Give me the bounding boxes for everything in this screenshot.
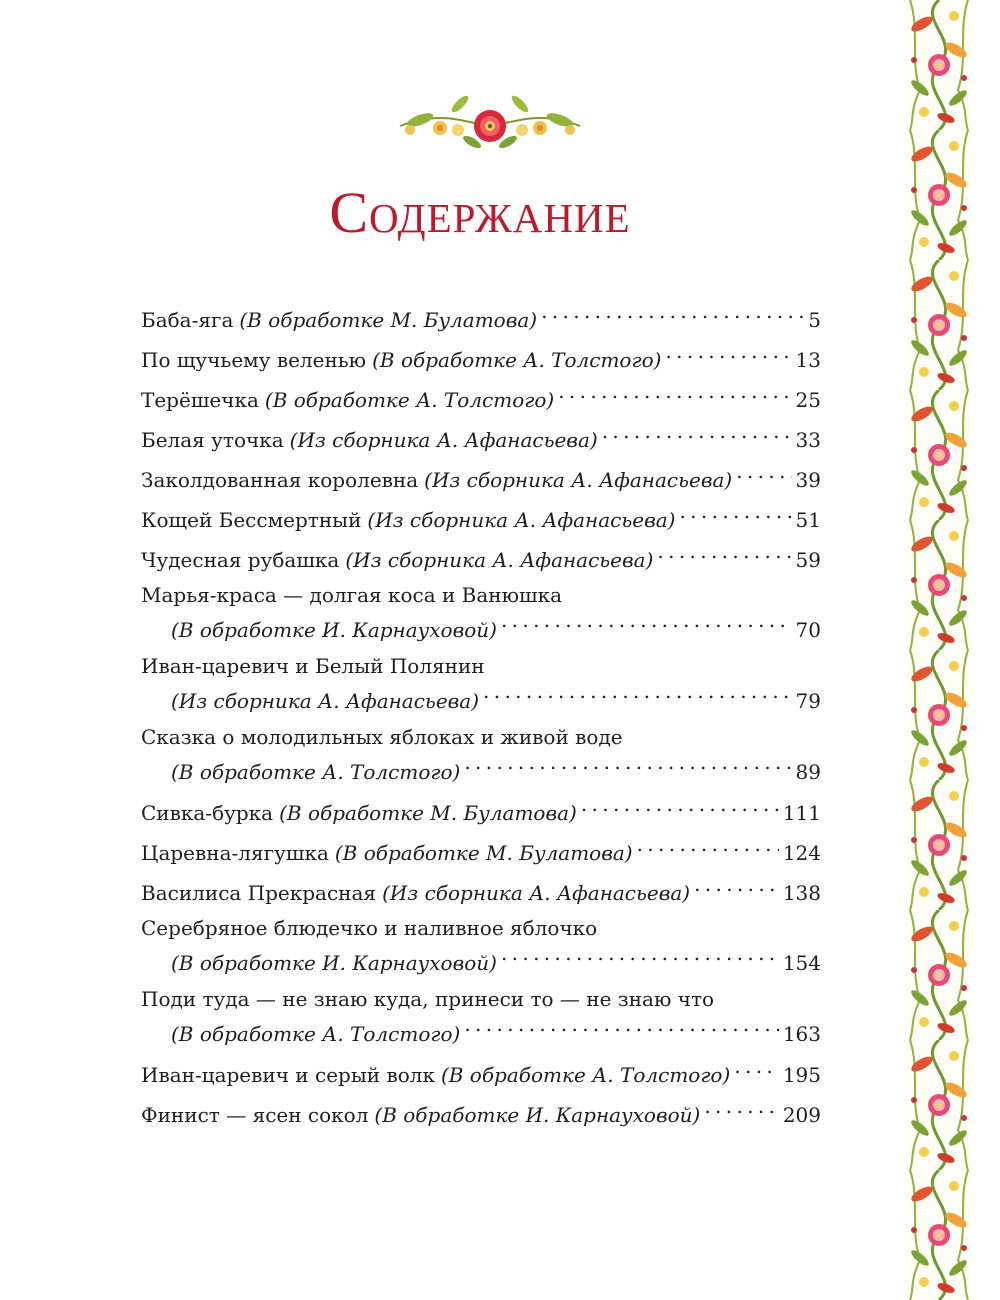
story-source: (В обработке М. Булатова) [334, 841, 633, 865]
dot-leader [657, 547, 791, 567]
page-number: 111 [782, 801, 821, 825]
page-number: 154 [782, 951, 821, 975]
dot-leader [558, 387, 791, 407]
floral-ornament-icon [390, 90, 590, 156]
dot-leader [501, 950, 779, 970]
story-title: Царевна-лягушка [141, 841, 329, 865]
story-title: Баба-яга [141, 308, 234, 332]
story-title: Сивка-бурка [141, 801, 274, 825]
floral-border-icon [906, 0, 972, 1300]
story-source: (В обработке М. Булатова) [239, 308, 538, 332]
story-title: Марья-краса — долгая коса и Ванюшка [141, 583, 563, 607]
dot-leader [541, 307, 804, 327]
story-title: Кощей Бессмертный [141, 508, 362, 532]
story-source: (В обработке А. Толстого) [171, 1022, 461, 1046]
story-source: (Из сборника А. Афанасьева) [367, 508, 676, 532]
story-source: (Из сборника А. Афанасьева) [171, 689, 480, 713]
story-title: По щучьему веленью [141, 348, 367, 372]
dot-leader [464, 1021, 778, 1041]
dot-leader [501, 617, 792, 637]
page-number: 13 [795, 348, 821, 372]
page-number: 124 [782, 841, 821, 865]
toc-entry [141, 420, 821, 460]
dot-leader [694, 880, 779, 900]
story-source: (Из сборника А. Афанасьева) [424, 468, 733, 492]
page-number: 39 [795, 468, 821, 492]
story-title: Заколдованная королевна [141, 468, 419, 492]
toc-entry [141, 380, 821, 420]
page-number: 70 [795, 618, 821, 642]
story-source: (Из сборника А. Афанасьева) [289, 428, 598, 452]
story-title: Белая уточка [141, 428, 284, 452]
page-number: 89 [795, 760, 821, 784]
toc-entry [141, 651, 821, 722]
dot-leader [483, 688, 792, 708]
toc-entry [141, 580, 821, 651]
story-source: (В обработке И. Карнауховой) [374, 1103, 701, 1127]
page-number: 79 [795, 689, 821, 713]
dot-leader [679, 507, 791, 527]
story-source: (В обработке А. Толстого) [440, 1063, 731, 1087]
page-number: 138 [782, 881, 821, 905]
story-source: (В обработке А. Толстого) [264, 388, 555, 412]
page-number: 209 [782, 1103, 821, 1127]
dot-leader [464, 759, 791, 779]
dot-leader [736, 467, 791, 487]
page-number: 59 [795, 548, 821, 572]
toc-entry [141, 1095, 821, 1135]
dot-leader [581, 800, 779, 820]
toc-entry [141, 1055, 821, 1095]
toc-entry [141, 913, 821, 984]
page-number: 163 [782, 1022, 821, 1046]
dot-leader [704, 1102, 778, 1122]
story-source: (В обработке А. Толстого) [171, 760, 461, 784]
story-source: (В обработке И. Карнауховой) [171, 618, 497, 642]
toc-entry [141, 793, 821, 833]
story-source: (Из сборника А. Афанасьева) [382, 881, 691, 905]
toc-entry [141, 833, 821, 873]
dot-leader [602, 427, 792, 447]
dot-leader [665, 347, 791, 367]
story-title: Финист — ясен сокол [141, 1103, 369, 1127]
toc-entry [141, 500, 821, 540]
page-number: 195 [782, 1063, 821, 1087]
page-number: 5 [808, 308, 821, 332]
story-title: Иван-царевич и Белый Полянин [141, 654, 485, 678]
page-number: 51 [795, 508, 821, 532]
story-source: (В обработке А. Толстого) [372, 348, 662, 372]
story-title: Сказка о молодильных яблоках и живой воде [141, 725, 623, 749]
dot-leader [637, 840, 779, 860]
toc-entry [141, 340, 821, 380]
table-of-contents [141, 300, 821, 1135]
story-title: Василиса Прекрасная [141, 881, 377, 905]
toc-entry [141, 722, 821, 793]
page-number: 25 [795, 388, 821, 412]
toc-entry [141, 540, 821, 580]
story-title: Иван-царевич и серый волк [141, 1063, 435, 1087]
toc-entry [141, 873, 821, 913]
story-title: Серебряное блюдечко и наливное яблочко [141, 916, 598, 940]
story-source: (В обработке М. Булатова) [279, 801, 577, 825]
toc-entry [141, 984, 821, 1055]
dot-leader [734, 1062, 779, 1082]
story-title: Терёшечка [141, 388, 259, 412]
story-source: (В обработке И. Карнауховой) [171, 951, 497, 975]
page-number: 33 [795, 428, 821, 452]
story-title: Поди туда — не знаю куда, принеси то — не знаю что [141, 987, 715, 1011]
story-source: (Из сборника А. Афанасьева) [345, 548, 654, 572]
toc-entry [141, 300, 821, 340]
story-title: Чудесная рубашка [141, 548, 340, 572]
toc-entry [141, 460, 821, 500]
page-title: Содержание [329, 180, 631, 245]
